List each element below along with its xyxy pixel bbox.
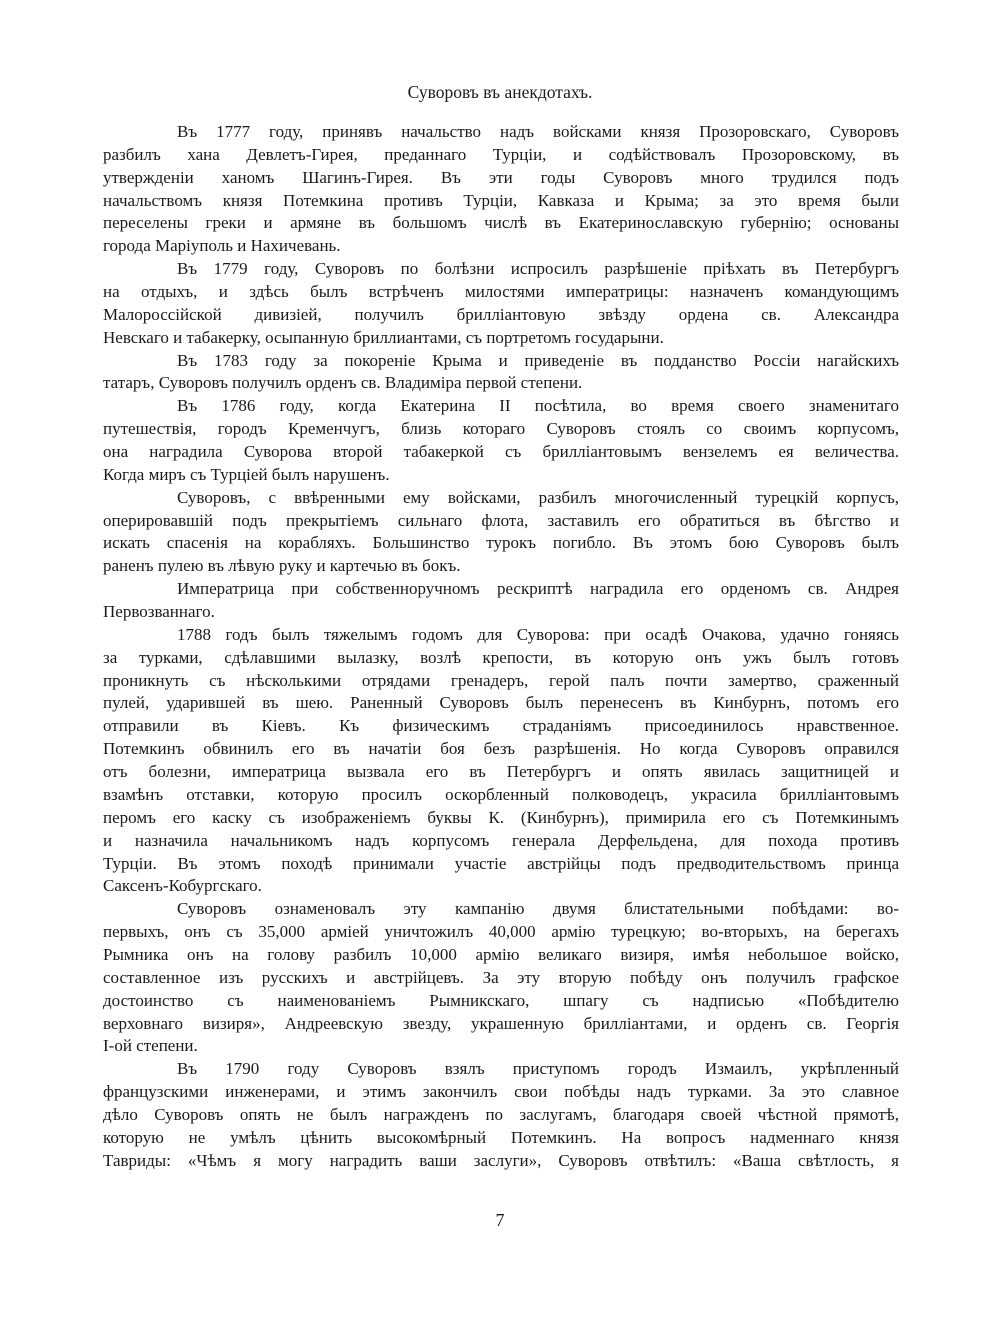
paragraph [103,624,899,898]
text-line: Рымника онъ на голову разбилъ 10,000 армію великаго визиря, имѣя небольшое войско, [103,944,899,964]
text-line: I-ой степени. [103,1036,198,1056]
text-line: 1788 годъ былъ тяжелымъ годомъ для Суворова: при осадѣ Очакова, удачно гоняясь [177,624,899,644]
text-line: Въ 1777 году, принявъ начальство надъ войсками князя Прозоровскаго, Суворовъ [177,122,899,141]
text-line: Первозваннаго. [103,602,215,622]
paragraph [103,1058,899,1172]
text-line: за турками, сдѣлавшими вылазку, возлѣ крепости, въ которую онъ ужъ былъ готовъ [103,647,899,667]
text-line: Потемкинъ обвинилъ его въ начатіи боя безъ разрѣшенія. Но когда Суворовъ оправился [103,739,899,759]
text-line: Невскаго и табакерку, осыпанную бриллиантами, съ портретомъ государыни. [103,327,664,347]
paragraph [103,258,899,349]
text-line: Когда миръ съ Турціей былъ нарушенъ. [103,464,390,484]
text-line: раненъ пулею въ лѣвую руку и картечью въ бокъ. [103,556,461,576]
text-line: отправили въ Кіевъ. Къ физическимъ страданіямъ присоединилось нравственное. [103,716,899,736]
text-line: на отдыхъ, и здѣсь былъ встрѣченъ милостями императрицы: назначенъ командующимъ [103,282,899,302]
text-line: и назначила начальникомъ надъ корпусомъ генерала Дерфельдена, для похода противъ [103,830,899,850]
text-line: татаръ, Суворовъ получилъ орденъ св. Владиміра первой степени. [103,373,583,393]
paragraph [103,395,899,486]
text-line: верховнаго визиря», Андреевскую звезду, украшенную бриллiантами, и орденъ св. Георгія [103,1013,899,1033]
text-line: проникнуть съ нѣсколькими отрядами гренадеръ, герой палъ почти замертво, сраженный [103,670,899,690]
text-line: Императрица при собственноручномъ рескриптѣ наградила его орденомъ св. Андрея [177,579,899,599]
text-line: начальствомъ князя Потемкина противъ Турціи, Кавказа и Крыма; за это время были [103,190,899,210]
text-line: достоинство съ наименованіемъ Рымникскаго, шпагу съ надписью «Побѣдителю [103,990,899,1010]
text-line: Турціи. Въ этомъ походѣ принимали участіе австрійцы подъ предводительствомъ принца [103,853,899,873]
text-line: Въ 1790 году Суворовъ взялъ приступомъ городъ Измаилъ, укрѣпленный [177,1059,899,1079]
text-line: путешествія, городъ Кременчугъ, близь котораго Суворовъ стоялъ со своимъ корпусомъ, [103,419,899,439]
text-line: Тавриды: «Чѣмъ я могу наградить ваши заслуги», Суворовъ отвѣтилъ: «Ваша свѣтлость, я [103,1150,899,1170]
paragraph [103,898,899,1058]
text-line: отъ болезни, императрица вызвала его въ Петербургъ и опять явилась защитницей и [103,762,899,782]
paragraph [103,487,899,578]
text-line: оперировавшій подъ прекрытіемъ сильнаго флота, заставилъ его обратиться въ бѣгство и [103,510,899,530]
text-line: Въ 1779 году, Суворовъ по болѣзни испросилъ разрѣшеніе пріѣхать въ Петербургъ [177,259,899,279]
text-line: искать спасенія на корабляхъ. Большинство турокъ погибло. Въ этомъ бою Суворовъ былъ [103,533,899,553]
text-line: Суворовъ ознаменовалъ эту кампанію двумя блистательными побѣдами: во- [177,899,899,919]
text-line: разбилъ хана Девлетъ-Гирея, преданнаго Турціи, и содѣйствовалъ Прозоровскому, въ [103,144,899,164]
text-line: которую не умѣлъ цѣнить высокомѣрный Потемкинъ. На вопросъ надменнаго князя [103,1127,899,1147]
text-line: дѣло Суворовъ опять не былъ награжденъ по заслугамъ, благодаря своей чѣстной прямотѣ, [103,1104,899,1124]
text-line: утвержденіи ханомъ Шагинъ-Гирея. Въ эти годы Суворовъ много трудился подъ [103,167,899,187]
text-line: Въ 1783 году за покореніе Крыма и приведеніе въ подданство Россіи нагайскихъ [177,350,899,370]
text-line: перомъ его каску съ изображеніемъ буквы К. (Кинбурнъ), примирила его съ Потемкинымъ [103,807,899,827]
page-title: Суворовъ въ анекдотахъ. [407,82,593,102]
text-line: первыхъ, онъ съ 35,000 арміей уничтожилъ 40,000 армію турецкую; во-вторыхъ, на берегахъ [103,922,899,942]
text-line: французскими инженерами, и этимъ закончилъ свои побѣды надъ турками. За это славное [103,1082,899,1102]
text-line: Суворовъ, с ввѣренными ему войсками, разбилъ многочисленный турецкій корпусъ, [177,487,899,507]
text-line: составленное изъ русскихъ и австрійцевъ. За эту вторую побѣду онъ получилъ графское [103,967,899,987]
paragraph [103,121,899,258]
text-line: Саксенъ-Кобургскаго. [103,876,262,896]
text-line: переселены греки и армяне въ большомъ числѣ въ Екатеринославскую губернію; основаны [103,213,899,233]
text-line: пулей, ударившей въ шею. Раненный Суворовъ былъ перенесенъ въ Кинбурнъ, потомъ его [103,693,899,713]
text-line: она наградила Суворова второй табакеркой съ бриллiантовымъ вензелемъ ея величества. [103,442,899,462]
text-line: взамѣнъ отставки, которую просилъ оскорбленный полководецъ, украсила бриллiантовымъ [103,784,899,804]
text-line: города Маріуполь и Нахичевань. [103,236,341,256]
text-line: Малороссійской дивизіей, получилъ бриллiантовую звѣзду ордена св. Александра [103,304,899,324]
document-body [103,121,899,1173]
paragraph [103,578,899,624]
page-number: 7 [495,1210,505,1230]
paragraph [103,350,899,396]
text-line: Въ 1786 году, когда Екатерина II посѣтила, во время своего знаменитаго [177,396,899,416]
